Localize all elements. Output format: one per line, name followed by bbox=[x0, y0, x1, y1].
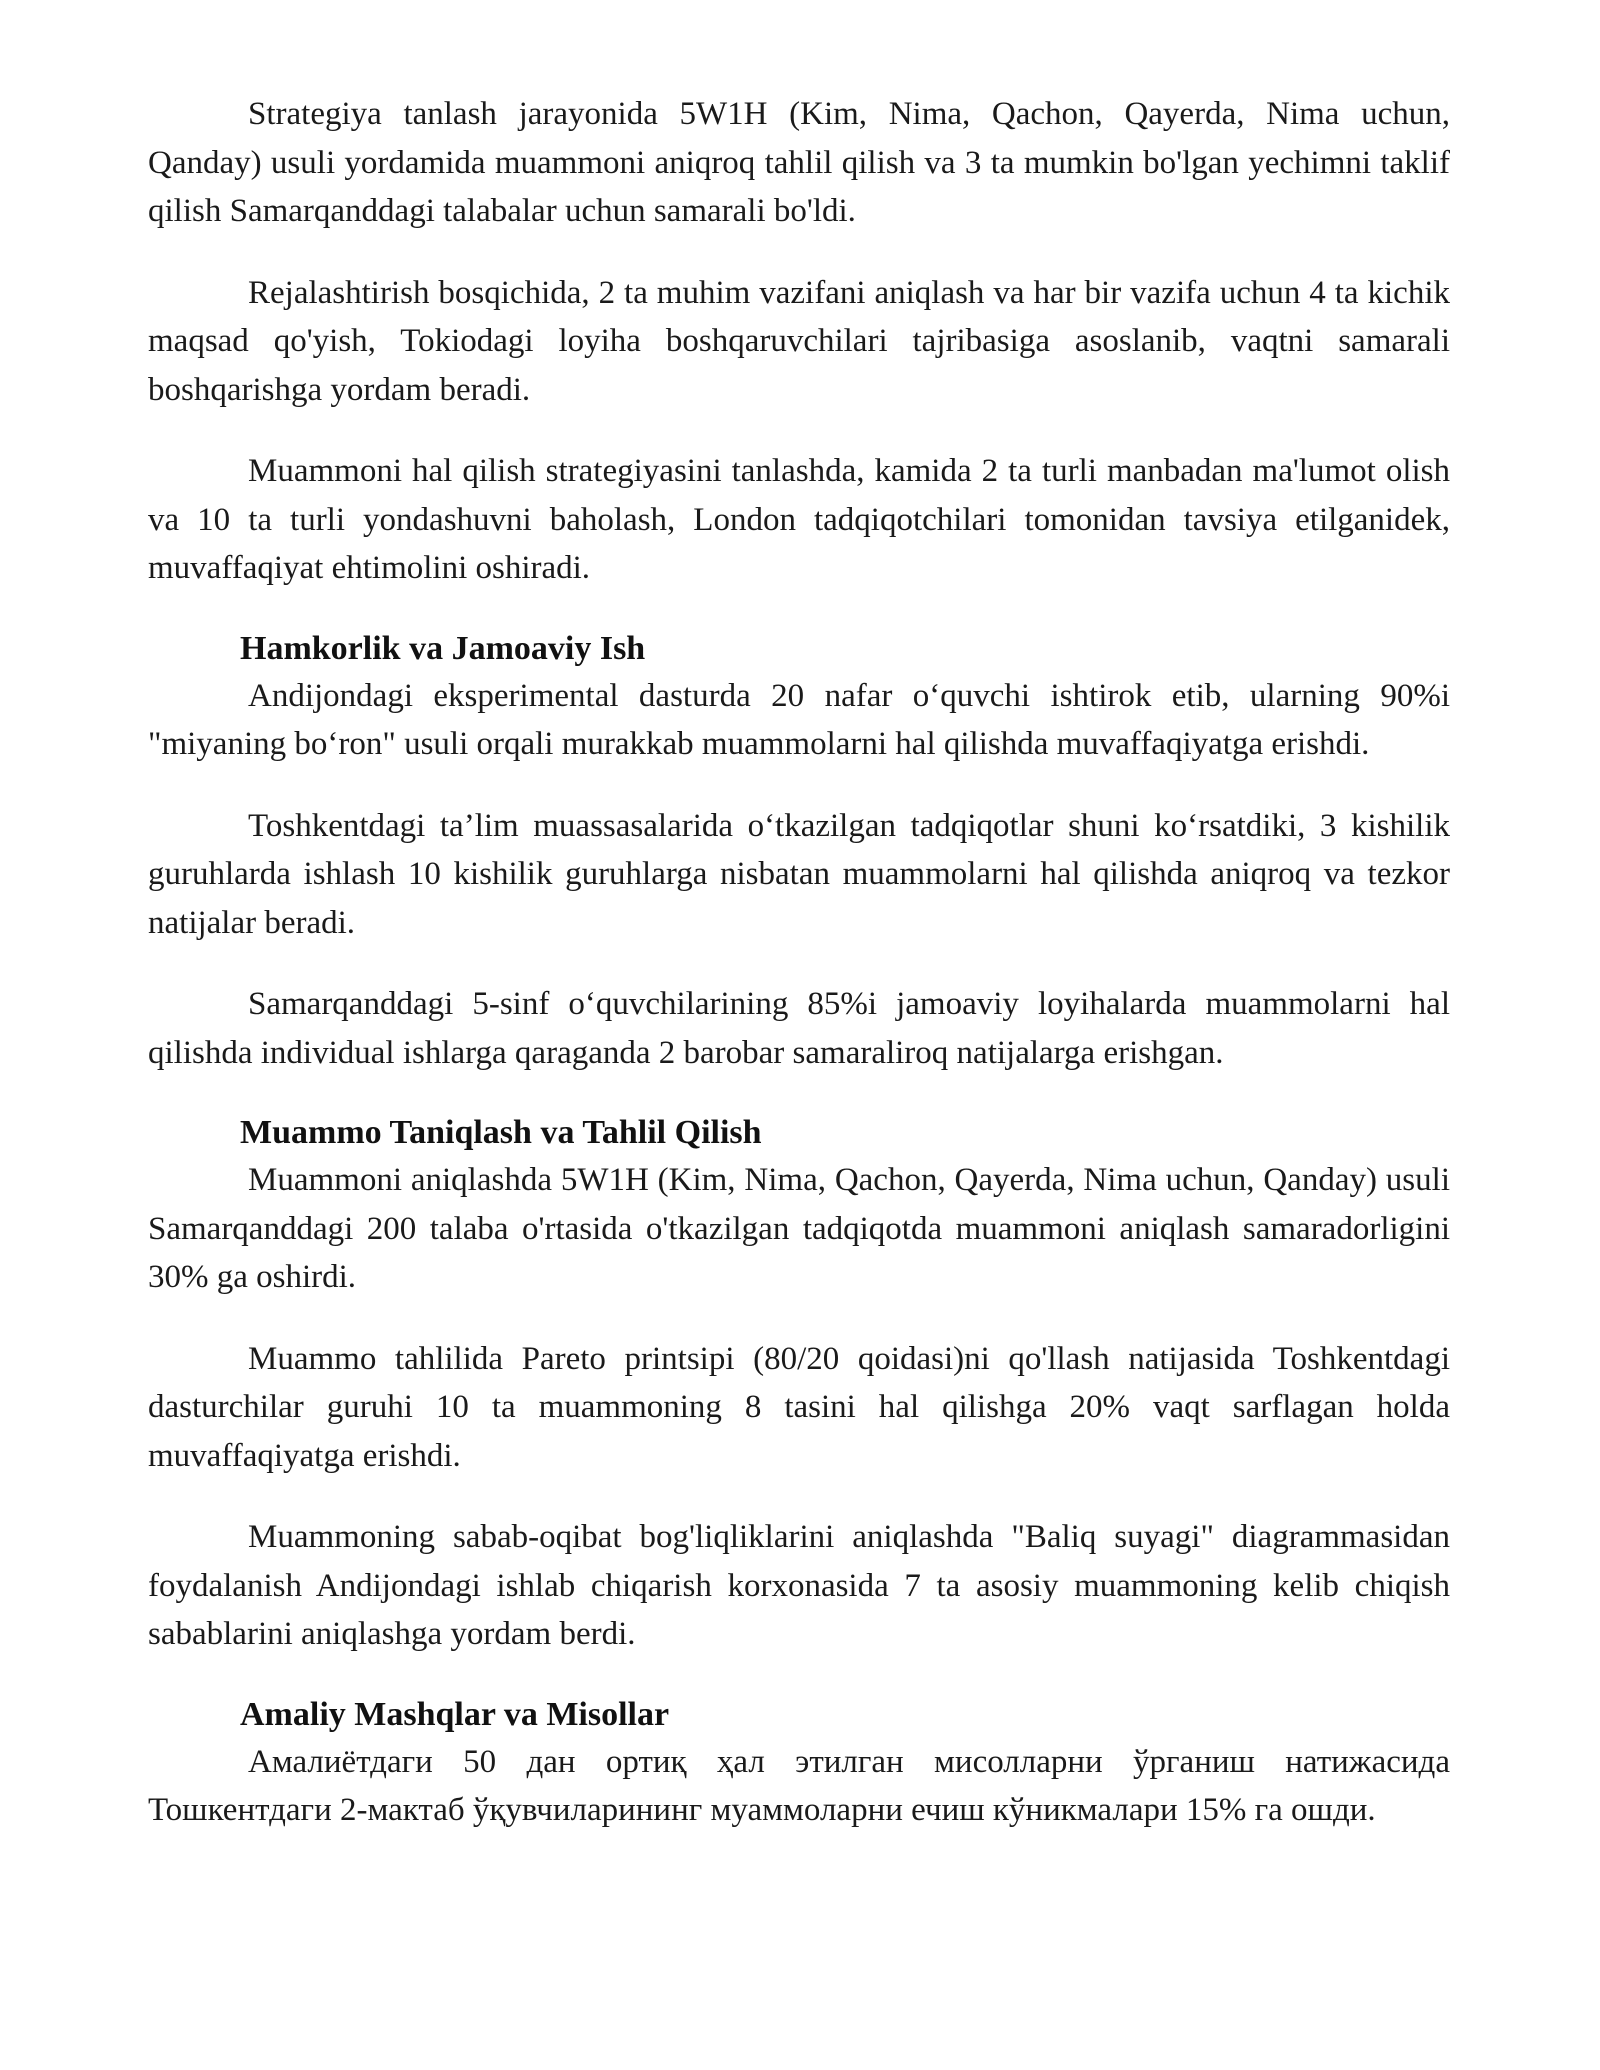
paragraph-pareto-principle: Muammo tahlilida Pareto printsipi (80/20 qoidasi)ni qo'llash natijasida Toshkentdagi dasturchilar guruhi 10 ta muammoning 8 tasini hal qilishga 20% vaqt sarflagan holda muvaffaqiyatga erishdi. bbox=[148, 1340, 1450, 1474]
section-heading-collaboration: Hamkorlik va Jamoaviy Ish bbox=[240, 629, 646, 667]
paragraph-strategy-choice: Muammoni hal qilish strategiyasini tanlashda, kamida 2 ta turli manbadan ma'lumot olish va 10 ta turli yondashuvni baholash, London tadqiqotchilari tomonidan tavsiya etilganidek, muvaffaqiyat ehtimolini oshiradi. bbox=[148, 453, 1450, 586]
document-page bbox=[148, 90, 1450, 1835]
paragraph-samarkand-projects: Samarqanddagi 5-sinf o‘quvchilarining 85%i jamoaviy loyihalarda muammolarni hal qilishda individual ishlarga qaraganda 2 barobar samaraliroq natijalarga erishgan. bbox=[148, 986, 1450, 1071]
paragraph-tashkent-groups: Toshkentdagi ta’lim muassasalarida o‘tkazilgan tadqiqotlar shuni ko‘rsatdiki, 3 kishilik guruhlarda ishlash 10 kishilik guruhlarga nisbatan muammolarni hal qilishda aniqroq va tezkor natijalar beradi. bbox=[148, 807, 1450, 941]
paragraph-andijon-experiment: Andijondagi eksperimental dasturda 20 nafar o‘quvchi ishtirok etib, ularning 90%i "miyaning bo‘ron" usuli orqali murakkab muammolarni hal qilishda muvaffaqiyatga erishdi. bbox=[148, 677, 1450, 762]
paragraph-5w1h-method: Muammoni aniqlashda 5W1H (Kim, Nima, Qachon, Qayerda, Nima uchun, Qanday) usuli Samarqanddagi 200 talaba o'rtasida o'tkazilgan tadqiqotda muammoni aniqlash samaradorligini 30% ga oshirdi. bbox=[148, 1162, 1450, 1295]
section-heading-practical-exercises: Amaliy Mashqlar va Misollar bbox=[240, 1695, 670, 1733]
paragraph-planning-stage: Rejalashtirish bosqichida, 2 ta muhim vazifani aniqlash va har bir vazifa uchun 4 ta kichik maqsad qo'yish, Tokiodagi loyiha boshqaruvchilari tajribasiga asoslanib, vaqtni samarali boshqarishga yordam beradi. bbox=[148, 274, 1450, 408]
paragraph-fishbone-diagram: Muammoning sabab-oqibat bog'liqliklarini aniqlashda "Baliq suyagi" diagrammasidan foydalanish Andijondagi ishlab chiqarish korxonasida 7 ta asosiy muammoning kelib chiqish sabablarini aniqlashga yordam berdi. bbox=[148, 1519, 1450, 1652]
paragraph-strategy-selection: Strategiya tanlash jarayonida 5W1H (Kim, Nima, Qachon, Qayerda, Nima uchun, Qanday) usuli yordamida muammoni aniqroq tahlil qilish va 3 ta mumkin bo'lgan yechimni taklif qilish Samarqanddagi talabalar uchun samarali bo'ldi. bbox=[148, 96, 1450, 229]
paragraph-practice-results: Амалиётдаги 50 дан ортиқ ҳал этилган мисолларни ўрганиш натижасида Тошкентдаги 2-мактаб ўқувчиларининг муаммоларни ечиш кўникмалари 15% га ошди. bbox=[148, 1743, 1450, 1828]
section-heading-problem-analysis: Muammo Taniqlash va Tahlil Qilish bbox=[240, 1114, 762, 1151]
